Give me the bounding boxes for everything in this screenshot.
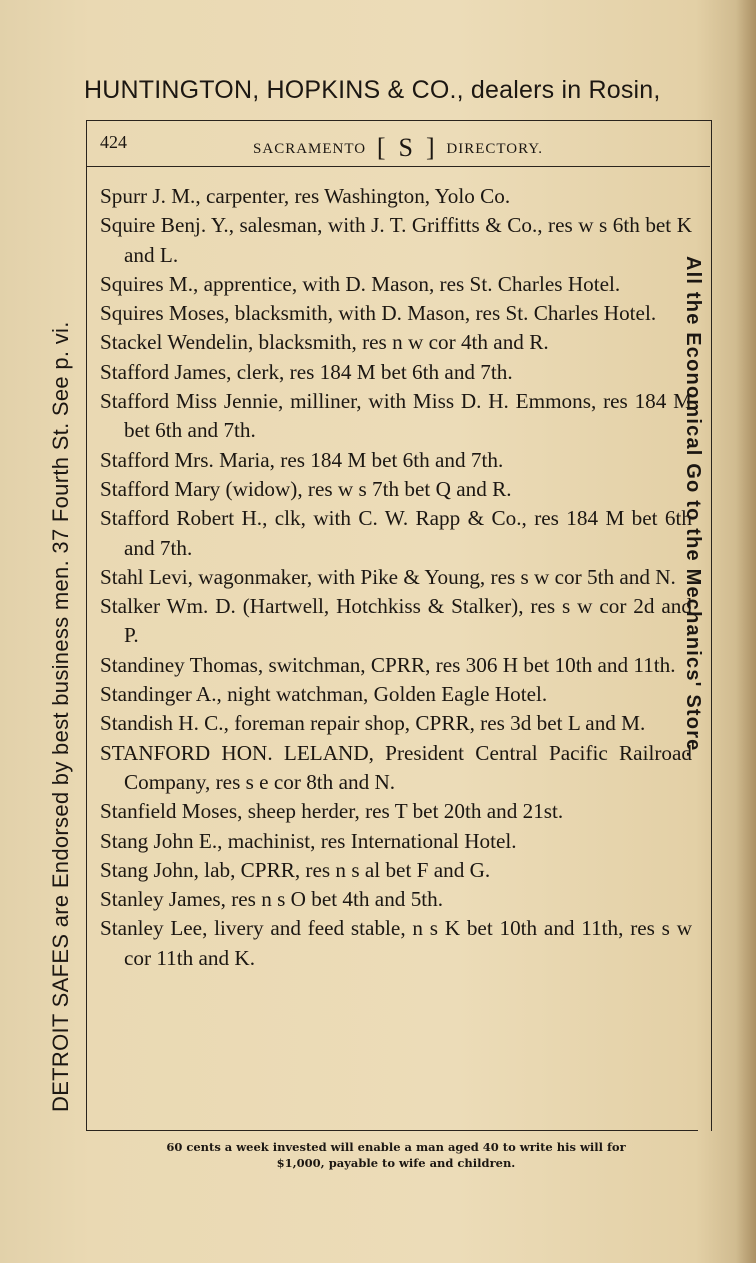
directory-entries	[100, 182, 692, 973]
directory-entry: Stanfield Moses, sheep herder, res T bet 20th and 21st.	[100, 799, 564, 824]
directory-entry: STANFORD HON. LELAND, President Central Pacific Railroad Company, res s e cor 8th and N.	[100, 740, 692, 794]
running-title-left: SACRAMENTO	[253, 141, 367, 157]
footer-advertisement	[96, 1139, 696, 1171]
bracket-open: [	[376, 133, 387, 162]
directory-entry: Standiney Thomas, switchman, CPRR, res 306 H bet 10th and 11th.	[100, 652, 676, 677]
directory-entry: Squire Benj. Y., salesman, with J. T. Griffitts & Co., res w s 6th bet K and L.	[100, 213, 692, 267]
footer-line-2: $1,000, payable to wife and children.	[276, 1156, 516, 1170]
page-number: 424	[100, 132, 127, 152]
top-advertisement: HUNTINGTON, HOPKINS & CO., dealers in Rosin,	[84, 76, 661, 104]
directory-entry: Stafford Mrs. Maria, res 184 M bet 6th and 7th.	[100, 447, 504, 472]
directory-entry: Stafford James, clerk, res 184 M bet 6th and 7th.	[100, 359, 513, 384]
directory-entry: Spurr J. M., carpenter, res Washington, Yolo Co.	[100, 184, 511, 208]
directory-entry: Stahl Levi, wagonmaker, with Pike & Young, res s w cor 5th and N.	[100, 564, 676, 589]
directory-entry: Stafford Miss Jennie, milliner, with Miss D. H. Emmons, res 184 M bet 6th and 7th.	[100, 389, 692, 443]
left-margin-advertisement: DETROIT SAFES are Endorsed by best business men. 37 Fourth St. See p. vi.	[48, 321, 73, 1112]
directory-entry: Squires M., apprentice, with D. Mason, res St. Charles Hotel.	[100, 271, 621, 296]
footer-rule	[86, 1130, 698, 1131]
directory-entry: Standinger A., night watchman, Golden Eagle Hotel.	[100, 682, 548, 707]
running-title	[86, 130, 710, 160]
section-letter: S	[398, 133, 414, 162]
directory-entry: Stalker Wm. D. (Hartwell, Hotchkiss & Stalker), res s w cor 2d and P.	[100, 594, 692, 648]
directory-entry: Stanley James, res n s O bet 4th and 5th.	[100, 887, 444, 912]
directory-entry: Stang John, lab, CPRR, res n s al bet F and G.	[100, 857, 491, 882]
directory-entry: Squires Moses, blacksmith, with D. Mason, res St. Charles Hotel.	[100, 301, 657, 326]
running-title-right: DIRECTORY.	[446, 141, 543, 157]
directory-entry: Stanley Lee, livery and feed stable, n s K bet 10th and 11th, res s w cor 11th and K.	[100, 916, 692, 970]
directory-entry: Stafford Mary (widow), res w s 7th bet Q and R.	[100, 476, 512, 501]
directory-entry: Stafford Robert H., clk, with C. W. Rapp & Co., res 184 M bet 6th and 7th.	[100, 506, 692, 560]
directory-entry: Standish H. C., foreman repair shop, CPRR, res 3d bet L and M.	[100, 711, 646, 736]
bracket-close: ]	[425, 133, 436, 162]
footer-line-1: 60 cents a week invested will enable a man aged 40 to write his will for	[166, 1140, 626, 1154]
directory-entry: Stackel Wendelin, blacksmith, res n w cor 4th and R.	[100, 330, 549, 355]
running-header	[86, 120, 710, 167]
page-edge-shadow	[736, 0, 756, 1263]
directory-entry: Stang John E., machinist, res International Hotel.	[100, 828, 517, 853]
right-margin-advertisement: All the Economical Go to the Mechanics' Store.	[682, 256, 704, 759]
